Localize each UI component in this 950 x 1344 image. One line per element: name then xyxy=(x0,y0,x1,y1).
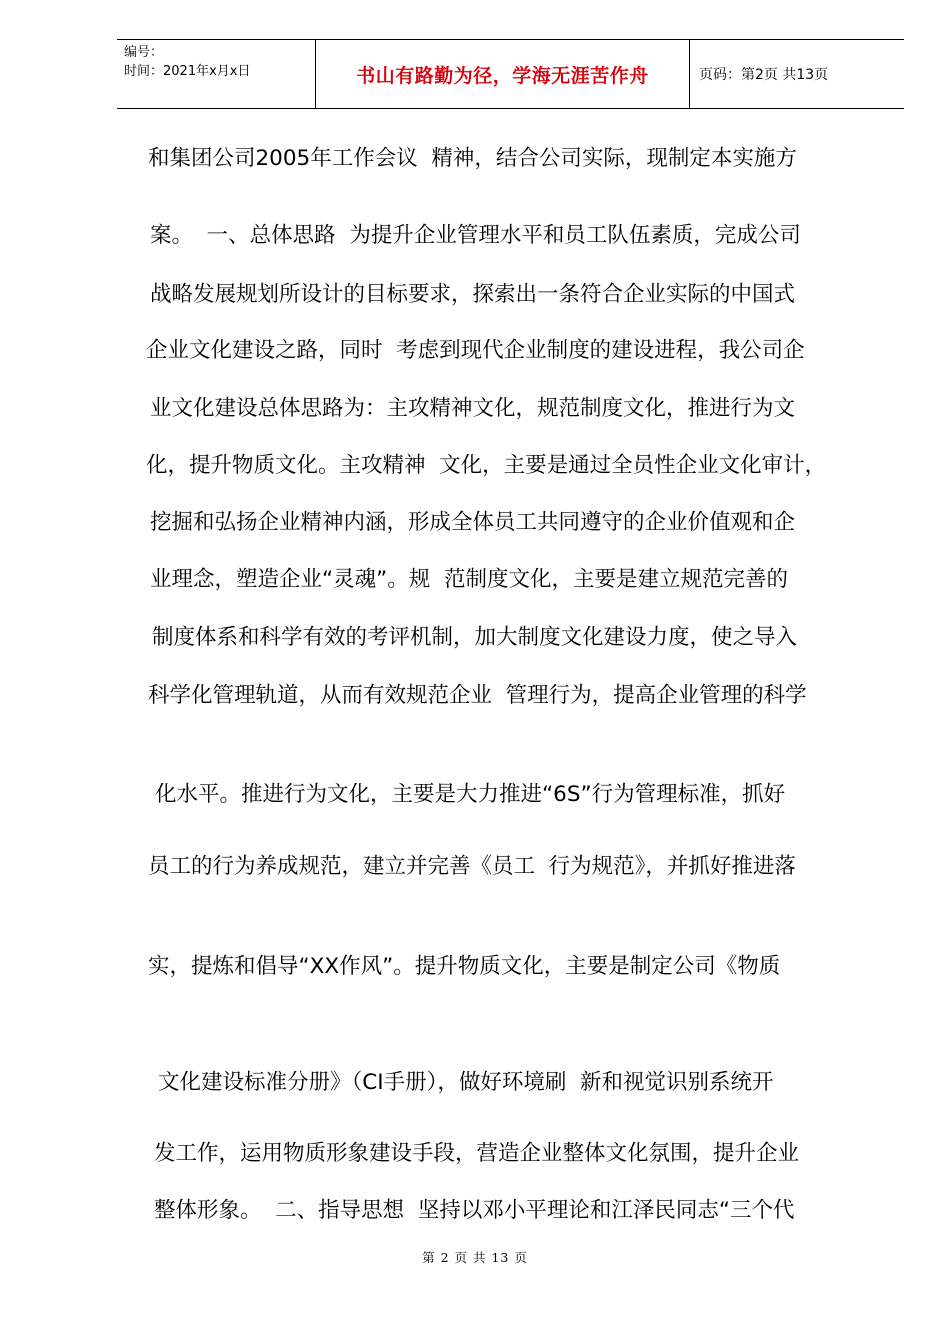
page-header xyxy=(117,39,904,109)
body-line: 发工作，运用物质形象建设手段，营造企业整体文化氛围，提升企业 xyxy=(154,1141,800,1166)
body-line: 业理念，塑造企业“灵魂”。规 范制度文化，主要是建立规范完善的 xyxy=(150,567,788,592)
body-line: 整体形象。 二、指导思想 坚持以邓小平理论和江泽民同志“三个代 xyxy=(154,1198,795,1223)
body-line: 挖掘和弘扬企业精神内涵，形成全体员工共同遵守的企业价值观和企 xyxy=(150,510,796,535)
header-meta-cell xyxy=(117,40,316,108)
body-line: 制度体系和科学有效的考评机制，加大制度文化建设力度，使之导入 xyxy=(152,625,798,650)
body-line: 员工的行为养成规范，建立并完善《员工 行为规范》，并抓好推进落 xyxy=(148,854,796,879)
header-page-number: 页码：第2页 共13页 xyxy=(699,67,829,83)
body-line: 战略发展规划所设计的目标要求，探索出一条符合企业实际的中国式 xyxy=(150,282,796,307)
body-line: 文化建设标准分册》（CI手册），做好环境刷 新和视觉识别系统开 xyxy=(158,1070,774,1095)
body-line: 实，提炼和倡导“XX作风”。提升物质文化，主要是制定公司《物质 xyxy=(148,954,781,979)
body-line: 和集团公司2005年工作会议 精神，结合公司实际，现制定本实施方 xyxy=(148,146,797,171)
header-motto: 书山有路勤为径，学海无涯苦作舟 xyxy=(316,40,690,108)
body-line: 案。 一、总体思路 为提升企业管理水平和员工队伍素质，完成公司 xyxy=(150,223,801,248)
body-line: 化水平。推进行为文化，主要是大力推进“6S”行为管理标准，抓好 xyxy=(155,782,786,807)
page-footer: 第 2 页 共 13 页 xyxy=(422,1250,528,1265)
body-line: 化，提升物质文化。主攻精神 文化，主要是通过全员性企业文化审计， xyxy=(146,453,827,478)
body-line: 企业文化建设之路，同时 考虑到现代企业制度的建设进程，我公司企 xyxy=(146,338,805,363)
document-date-label: 时间：2021年x月x日 xyxy=(124,64,251,79)
body-line: 业文化建设总体思路为：主攻精神文化，规范制度文化，推进行为文 xyxy=(150,396,796,421)
body-line: 科学化管理轨道，从而有效规范企业 管理行为，提高企业管理的科学 xyxy=(148,683,807,708)
document-number-label: 编号： xyxy=(124,45,164,60)
